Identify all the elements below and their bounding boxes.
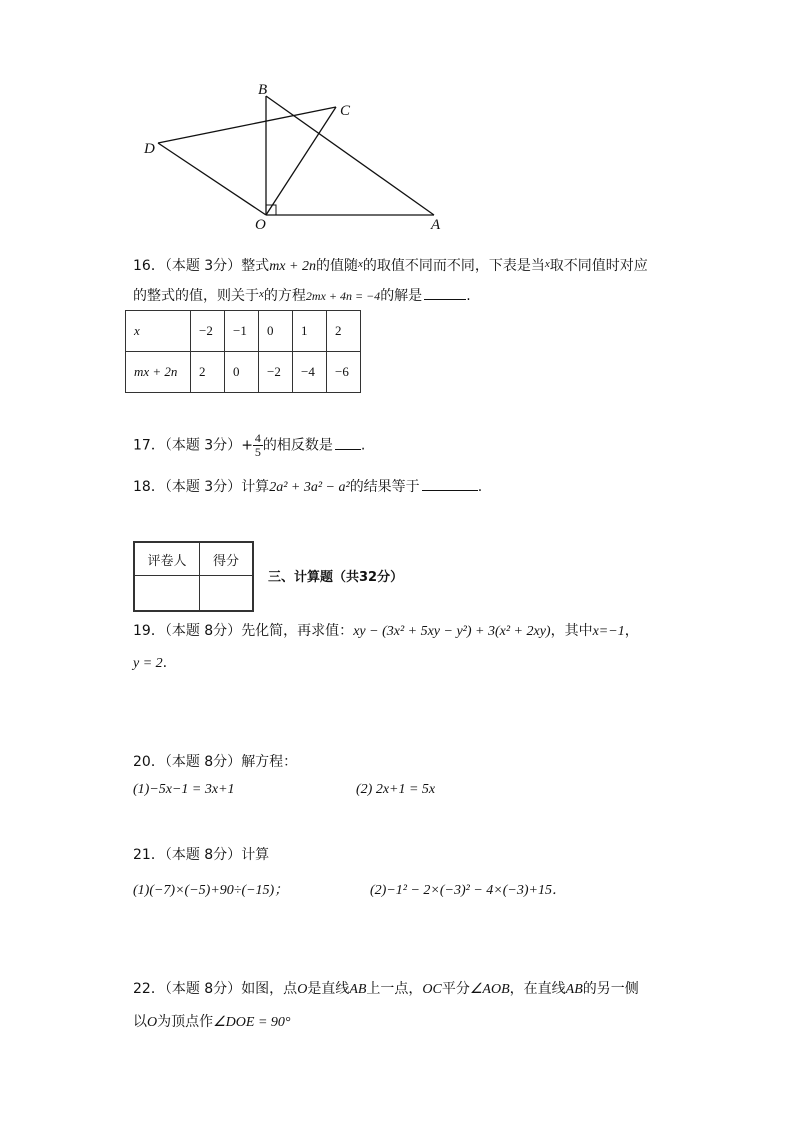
q18-answer-blank[interactable] [422,476,478,491]
q16-text1: 整式 [241,258,270,274]
label-a: A [431,217,441,233]
geometry-figure [0,0,794,240]
label-o: O [255,217,266,233]
q17-end: . [360,437,366,454]
q18-end: . [477,479,483,495]
q16-number: 16． [133,258,165,274]
question-19-line2 [133,655,167,672]
q22-text2: 是直线 [307,981,350,997]
table-cell: 1 [293,311,327,352]
table-cell: 0 [259,311,293,352]
q17-numerator: 4 [254,431,261,445]
q22-point-o: O [297,982,308,997]
question-17 [133,432,365,459]
q17-denominator: 5 [254,445,261,459]
label-d: D [144,141,155,157]
q18-number: 18． [133,479,165,495]
q22-line-ab: AB [349,982,367,997]
q19-text: 先化简，再求值： [241,623,354,639]
grader-score-cell[interactable] [200,576,254,612]
q22-text4: 平分 [441,981,470,997]
q16-text2: 的值随 [315,258,358,274]
question-22-line1 [133,978,639,998]
q19-expr: xy − (3x² + 5xy − y²) + 3(x² + 2xy) [353,624,551,639]
table-cell: −2 [259,352,293,393]
q22-text3: 上一点， [366,981,423,997]
label-c: C [340,103,351,119]
q16-var: x [357,258,363,270]
q22-points: （本题 8分） [164,981,242,997]
q22-line-ab-2: AB [565,982,583,997]
q21-number: 21． [133,847,165,863]
q19-text2: ，其中 [550,623,593,639]
q16-text3: 的取值不同而不同，下表是当 [362,258,545,274]
question-19-line1 [133,620,639,640]
q18-text2: 的结果等于 [349,479,420,495]
q22-number: 22． [133,981,165,997]
segment-do [158,143,266,215]
table-row [126,352,361,393]
table-cell: x [126,311,191,352]
q19-end: . [162,655,168,671]
q16-line2c: 的解是 [380,288,423,304]
table-cell: −2 [191,311,225,352]
q21-part-2: (2)−1² − 2×(−3)² − 4×(−3)+15． [370,883,566,898]
q22-ray-oc: OC [422,982,442,997]
q16-end: . [466,288,471,304]
q18-text: 计算 [241,479,270,495]
q16-text4: 取不同值时对应 [549,258,648,274]
segment-dc [158,107,336,143]
table-cell: 0 [225,352,259,393]
q16-expr: mx + 2n [269,259,316,274]
grader-box [133,541,254,612]
q17-sign: + [241,437,253,454]
q22-angle-aob: ∠AOB [469,982,510,997]
q22-point-o-2: O [147,1015,158,1030]
table-row [126,311,361,352]
question-16-line2 [133,285,471,305]
table-cell: 2 [191,352,225,393]
q19-comma: ， [624,623,639,639]
table-cell: −1 [225,311,259,352]
label-b: B [258,82,268,98]
section-heading: 三、计算题（共32分） [268,570,404,585]
q16-var2: x [544,258,550,270]
q20-part-1: (1)−5x−1 = 3x+1 [133,782,235,797]
q22-line2b: 为顶点作 [157,1014,214,1030]
q17-number: 17． [133,437,165,454]
table-cell: −4 [293,352,327,393]
q16-line2b: 的方程 [263,288,306,304]
q16-line2a: 的整式的值，则关于 [133,288,259,304]
q17-fraction [253,432,263,459]
q16-equation: 2mx + 4n = −4 [305,289,381,303]
grader-reviewer-cell[interactable] [134,576,200,612]
question-20 [133,751,297,771]
q17-points: （本题 3分） [164,437,242,454]
question-18 [133,476,482,496]
q16-points: （本题 3分） [164,258,242,274]
q17-answer-blank[interactable] [335,435,361,450]
q21-points: （本题 8分） [164,847,242,863]
table-cell: mx + 2n [126,352,191,393]
q19-number: 19． [133,623,165,639]
segment-oc [266,107,336,215]
q22-line2a: 以 [133,1014,147,1030]
q20-points: （本题 8分） [164,754,242,770]
table-cell: −6 [327,352,361,393]
q18-points: （本题 3分） [164,479,242,495]
q20-part-2: (2) 2x+1 = 5x [356,782,436,797]
q21-part-1: (1)(−7)×(−5)+90÷(−15)； [133,883,289,898]
grader-header-reviewer: 评卷人 [134,542,200,576]
q19-x-value: x=−1 [592,624,625,639]
value-table [125,310,361,393]
question-22-line2 [133,1011,291,1031]
table-row [134,542,253,576]
q16-var3: x [259,288,264,300]
q22-text6: 的另一侧 [582,981,639,997]
q21-text: 计算 [241,847,270,863]
q22-text5: ，在直线 [509,981,566,997]
q16-answer-blank[interactable] [424,285,466,300]
question-16-line1 [133,255,648,275]
q22-angle-doe: ∠DOE = 90° [213,1015,291,1030]
table-cell: 2 [327,311,361,352]
question-21 [133,844,269,864]
q22-text1: 如图，点 [241,981,298,997]
q20-number: 20． [133,754,165,770]
q18-expr: 2a² + 3a² − a² [269,480,350,495]
q20-text: 解方程： [241,754,298,770]
q19-y-value: y = 2 [133,656,163,671]
q17-text: 的相反数是 [262,437,333,454]
table-row [134,576,253,612]
q19-points: （本题 8分） [164,623,242,639]
grader-header-score: 得分 [200,542,254,576]
